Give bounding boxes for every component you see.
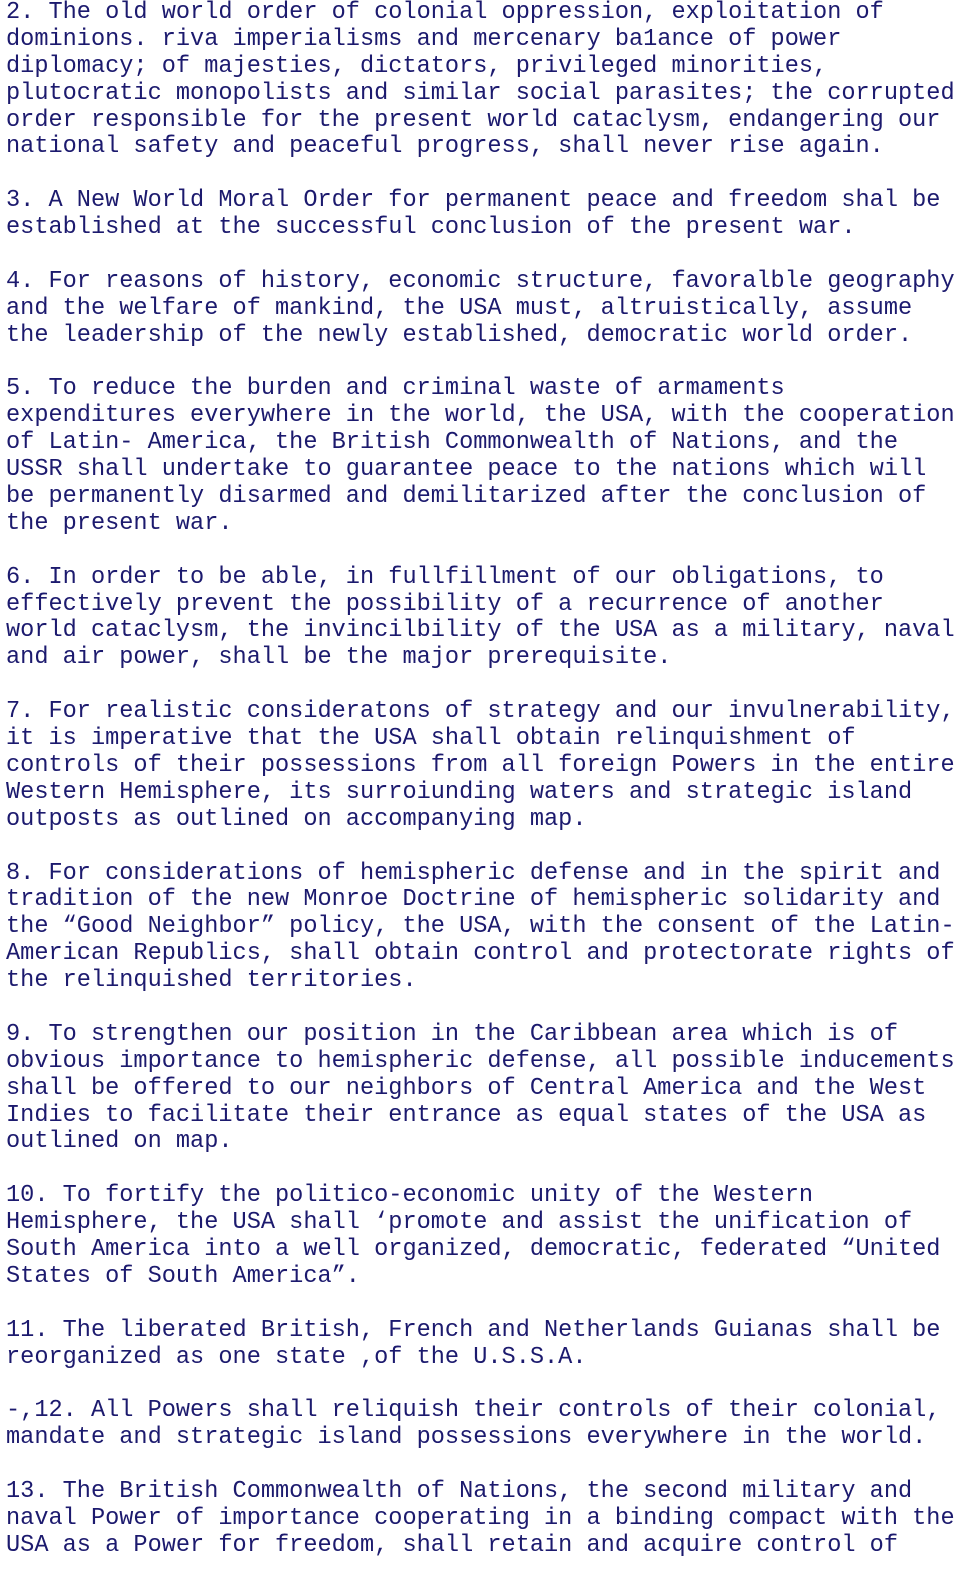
text-line: obvious importance to hemispheric defense, all possible inducements — [6, 1047, 955, 1075]
text-line: 10. To fortify the politico-economic unity of the Western — [6, 1182, 814, 1210]
paragraph-8 — [6, 861, 956, 995]
text-line: 2. The old world order of colonial oppression, exploitation of — [6, 0, 884, 26]
text-line: controls of their possessions from all foreign Powers in the entire — [6, 751, 955, 779]
paragraph-10 — [6, 1183, 956, 1291]
text-line: American Republics, shall obtain control and protectorate rights of — [6, 940, 955, 968]
text-line: the relinquished territories. — [6, 967, 417, 995]
paragraph-11 — [6, 1318, 956, 1372]
text-line: effectively prevent the possibility of a recurrence of another — [6, 590, 884, 618]
paragraph-7 — [6, 699, 956, 833]
text-line: South America into a well organized, democratic, federated “United — [6, 1235, 941, 1263]
document-page — [6, 0, 956, 1587]
paragraph-5 — [6, 376, 956, 537]
paragraph-4 — [6, 269, 956, 350]
text-line: of Latin- America, the British Commonwealth of Nations, and the — [6, 429, 898, 457]
text-line: 13. The British Commonwealth of Nations, the second military and — [6, 1477, 913, 1505]
text-line: it is imperative that the USA shall obtain relinquishment of — [6, 725, 856, 753]
text-line: reorganized as one state ,of the U.S.S.A. — [6, 1343, 587, 1371]
text-line: mandate and strategic island possessions everywhere in the world. — [6, 1424, 927, 1452]
text-line: dominions. riva imperialisms and mercenary ba1ance of power — [6, 25, 842, 53]
paragraph-6 — [6, 565, 956, 673]
text-line: be permanently disarmed and demilitarized after the conclusion of — [6, 483, 927, 511]
text-line: and the welfare of mankind, the USA must, altruistically, assume — [6, 294, 913, 322]
text-line: the present war. — [6, 509, 233, 537]
text-line: outposts as outlined on accompanying map. — [6, 805, 587, 833]
text-line: Hemisphere, the USA shall ‘promote and assist the unification of — [6, 1209, 913, 1237]
text-line: 9. To strengthen our position in the Caribbean area which is of — [6, 1020, 898, 1048]
paragraph-13 — [6, 1479, 956, 1560]
text-line: 8. For considerations of hemispheric defense and in the spirit and — [6, 859, 941, 887]
text-line: Indies to facilitate their entrance as equal states of the USA as — [6, 1101, 927, 1129]
paragraph-12 — [6, 1398, 956, 1452]
text-line: shall be offered to our neighbors of Central America and the West — [6, 1074, 927, 1102]
paragraph-3 — [6, 188, 956, 242]
text-line: -,12. All Powers shall reliquish their controls of their colonial, — [6, 1397, 941, 1425]
text-line: 4. For reasons of history, economic structure, favoralble geography — [6, 267, 955, 295]
text-line: diplomacy; of majesties, dictators, privileged minorities, — [6, 52, 828, 80]
paragraph-2 — [6, 0, 956, 161]
text-line: order responsible for the present world cataclysm, endangering our — [6, 106, 941, 134]
text-line: the “Good Neighbor” policy, the USA, with the consent of the Latin- — [6, 913, 955, 941]
text-line: world cataclysm, the invincilbility of the USA as a military, naval — [6, 617, 955, 645]
paragraph-9 — [6, 1022, 956, 1156]
text-line: national safety and peaceful progress, shall never rise again. — [6, 133, 884, 161]
text-line: 3. A New World Moral Order for permanent peace and freedom shal be — [6, 187, 941, 215]
text-line: outlined on map. — [6, 1128, 233, 1156]
text-line: USSR shall undertake to guarantee peace to the nations which will — [6, 456, 927, 484]
text-line: expenditures everywhere in the world, the USA, with the cooperation — [6, 402, 955, 430]
text-line: naval Power of importance cooperating in a binding compact with the — [6, 1504, 955, 1532]
text-line: 6. In order to be able, in fullfillment of our obligations, to — [6, 563, 884, 591]
text-line: 11. The liberated British, French and Netherlands Guianas shall be — [6, 1316, 941, 1344]
text-line: 7. For realistic consideratons of strategy and our invulnerability, — [6, 698, 955, 726]
text-line: 5. To reduce the burden and criminal waste of armaments — [6, 375, 785, 403]
text-line: USA as a Power for freedom, shall retain and acquire control of — [6, 1531, 898, 1559]
text-line: established at the successful conclusion of the present war. — [6, 214, 856, 242]
text-line: and air power, shall be the major prerequisite. — [6, 644, 672, 672]
text-line: the leadership of the newly established, democratic world order. — [6, 321, 913, 349]
text-line: tradition of the new Monroe Doctrine of hemispheric solidarity and — [6, 886, 941, 914]
text-line: Western Hemisphere, its surroiunding waters and strategic island — [6, 778, 913, 806]
text-line: States of South America”. — [6, 1262, 360, 1290]
text-line: plutocratic monopolists and similar social parasites; the corrupted — [6, 79, 955, 107]
